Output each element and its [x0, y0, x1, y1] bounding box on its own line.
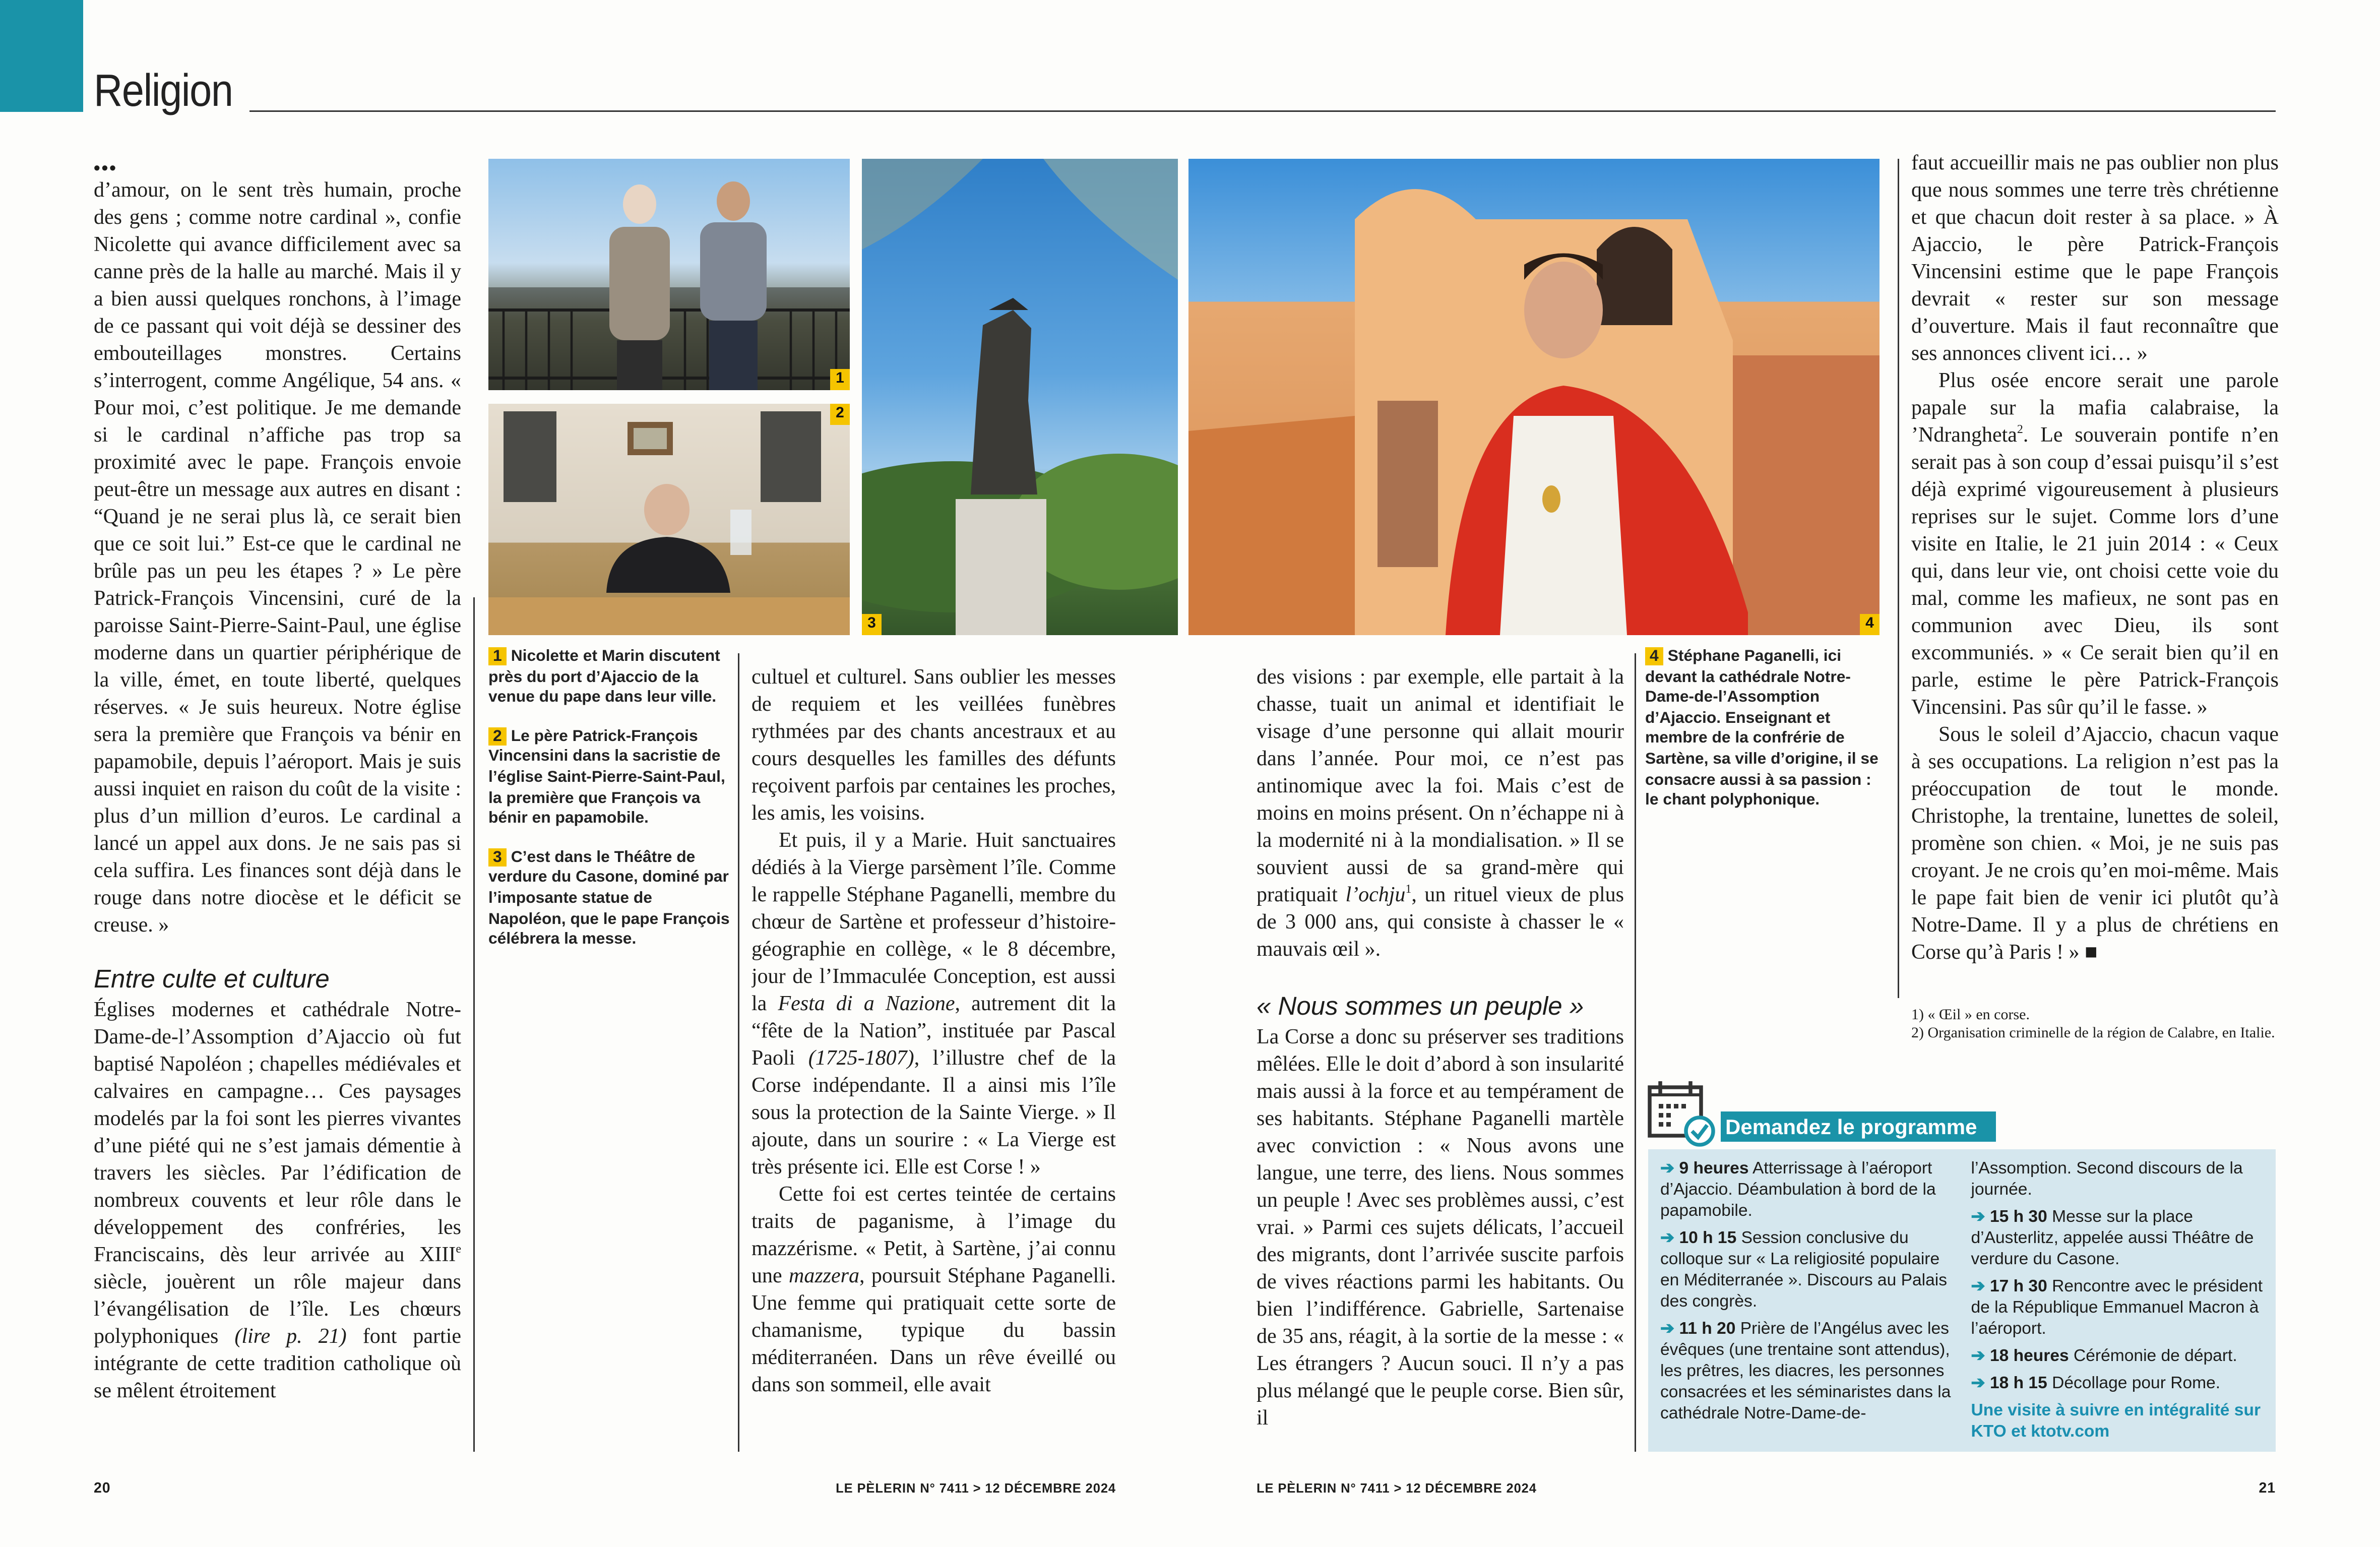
paragraph: [1911, 369, 2279, 723]
subheading: « Nous sommes un peuple »: [1257, 992, 1584, 1021]
paragraph: [751, 665, 1116, 829]
arrow-right-icon: ➔: [1971, 1208, 1990, 1226]
text-run: Sous le soleil d’Ajaccio, chacun vaque à ses occupations. La religion n’est pas la préoccupation de tout le monde. Christophe, la trentaine, lunettes de soleil, promène son chien. « Moi, je ne suis pas croyant. Je ne crois qu’en moi-même. Mais le pape fait bien de venir ici plutôt qu’à Notre-Dame. Il y a plus de chrétiens en Corse qu’à Paris ! » ■: [1911, 724, 2279, 965]
text-run: cultuel et culturel. Sans oublier les messes de requiem et les veillées funèbres rythmées par des chants ancestraux et au cours desquelles les familles des défunts reçoivent parfois par centaines les proches, les amis, les voisins.: [751, 667, 1116, 826]
paragraph: [751, 829, 1116, 1183]
arrow-right-icon: ➔: [1971, 1278, 1990, 1296]
photo-illustration: [488, 159, 850, 390]
programme-item: [1971, 1346, 2264, 1367]
text-run: Plus osée encore serait une parole papale sur la mafia calabraise, la ’Ndrangheta: [1911, 370, 2279, 448]
page-number-left: 20: [94, 1480, 111, 1497]
subheading: Entre culte et culture: [94, 965, 330, 994]
programme-time: 18 h 15: [1989, 1375, 2047, 1393]
programme-item: [1971, 1373, 2264, 1394]
column-divider: [1635, 653, 1636, 1452]
programme-time: 10 h 15: [1679, 1229, 1737, 1248]
caption-text: Stéphane Paganelli, ici devant la cathédrale Notre-Dame-de-l’Assomption d’Ajaccio. Enseignant et membre de la confrérie de Sartène, sa ville d’origine, il se consacre aussi à sa passion : le chant polyphonique.: [1645, 647, 1878, 810]
text-run: , l’illustre chef de la Corse indépendante. Il a ainsi mis l’île sous la protection de la Sainte Vierge. » Il ajoute, dans un sourire : « La Vierge est très présente ici. Elle est Corse ! »: [751, 1048, 1116, 1180]
section-title: Religion: [94, 67, 233, 116]
caption-2: [488, 727, 730, 830]
caption-3: [488, 848, 730, 951]
text-run: , autrement dit la “fête de la Nation”, instituée par Pascal Paoli: [751, 994, 1116, 1071]
photo-sacristy: [488, 404, 850, 635]
programme-text: Atterrissage à l’aéroport d’Ajaccio. Déambulation à bord de la papamobile.: [1660, 1160, 1936, 1220]
arrow-right-icon: ➔: [1971, 1347, 1990, 1366]
continuation-dots: •••: [94, 157, 117, 178]
photo-nicolette-marin: [488, 159, 850, 390]
footnote-1: 1) « Œil » en corse.: [1911, 1007, 2030, 1024]
article-column-3: [1257, 665, 1624, 1455]
paragraph: [94, 998, 461, 1406]
text-run: . Le souverain pontife n’en serait pas à son coup d’essai puisqu’il s’est déjà exprimé vigoureusement à plusieurs reprises sur le sujet. Comme lors d’une visite en Italie, le 21 juin 2014 : « Ceux qui, dans leur vie, ont choisi cette voie du mal, comme les mafieux, ne sont pas en communion avec Dieu, ils sont excommuniés. » « Ce serait bien qu’il en parle, estime le père Patrick-François Vincensini. Pas sûr qu’il le fasse. »: [1911, 425, 2279, 720]
programme-text: Messe sur la place d’Austerlitz, appelée aussi Théâtre de verdure du Casone.: [1971, 1208, 2254, 1269]
article-column-1: [94, 157, 461, 1458]
programme-time: 9 heures: [1679, 1160, 1749, 1178]
text-run: La Corse a donc su préserver ses traditions mêlées. Elle le doit d’abord à son insularité mais aussi à la force et au tempérament de ses habitants. Stéphane Paganelli martèle avec conviction : « Nous avons une langue, une terre, des liens. Nous sommes un peuple ! Avec ses problèmes aussi, c’est vrai. » Parmi ces sujets délicats, l’accueil des migrants, dont l’arrivée suscite parfois de vives réactions parmi les habitants. Ou bien l’indifférence. Gabrielle, Sartenaise de 35 ans, réagit, à la sortie de la messe : « Les étrangers ? Aucun souci. Il n’y a pas plus mélangé que le peuple corse. Bien sûr, il: [1257, 1027, 1624, 1431]
caption-number: 1: [488, 647, 507, 665]
caption-number: 4: [1645, 647, 1663, 665]
photo-stephane-paganelli: [1188, 159, 1880, 635]
text-run: Cette foi est certes teintée de certains traits de paganisme, à l’image du mazzérisme. « Petit, à Sartène, j’ai connu une: [751, 1184, 1116, 1288]
arrow-right-icon: ➔: [1971, 1375, 1990, 1393]
text-run: l’ochju: [1345, 885, 1406, 907]
photo-illustration: [862, 159, 1178, 635]
issue-info-right: LE PÈLERIN N° 7411 > 12 DÉCEMBRE 2024: [1257, 1480, 1537, 1496]
caption-text: Nicolette et Marin discutent près du port d’Ajaccio de la venue du pape dans leur ville.: [488, 647, 720, 707]
programme-box: [1648, 1149, 2276, 1452]
programme-item: [1660, 1158, 1953, 1222]
footnote-2: 2) Organisation criminelle de la région de Calabre, en Italie.: [1911, 1024, 2275, 1041]
programme-time: 18 heures: [1989, 1347, 2069, 1366]
caption-number: 3: [488, 848, 507, 866]
column-divider: [473, 597, 475, 1452]
text-run: , poursuit Stéphane Paganelli. Une femme qui pratiquait cette sorte de chamanisme, typique du bassin méditerranéen. Dans un rêve éveillé ou dans son sommeil, elle avait: [751, 1266, 1116, 1397]
text-run: Et puis, il y a Marie. Huit sanctuaires dédiés à la Vierge parsèment l’île. Comme le rappelle Stéphane Paganelli, membre du chœur de Sartène et professeur d’histoire-géographie en collège, « le 8 décembre, jour de l’Immaculée Conception, est aussi la: [751, 830, 1116, 1016]
programme-text: Session conclusive du colloque sur « La religiosité populaire en Méditerranée ». Discours au Palais des congrès.: [1660, 1229, 1948, 1311]
text-run: 1: [1405, 882, 1412, 896]
issue-info-left: LE PÈLERIN N° 7411 > 12 DÉCEMBRE 2024: [836, 1480, 1116, 1496]
programme-text: Rencontre avec le président de la République Emmanuel Macron à l’aéroport.: [1971, 1278, 2263, 1338]
photo-illustration: [488, 404, 850, 635]
programme-note: Une visite à suivre en intégralité sur KTO et ktotv.com: [1971, 1402, 2261, 1441]
text-run: font partie intégrante de cette tradition catholique où se mêlent étroitement: [94, 1326, 461, 1403]
arrow-right-icon: ➔: [1660, 1320, 1679, 1338]
text-run: (1725-1807): [808, 1048, 914, 1071]
paragraph: [94, 178, 461, 941]
programme-text: Cérémonie de départ.: [2074, 1347, 2237, 1366]
caption-number: 2: [488, 727, 507, 745]
caption-text: Le père Patrick-François Vincensini dans la sacristie de l’église Saint-Pierre-Saint-Paul, la première que François va bénir en papamobile.: [488, 727, 725, 828]
caption-1: [488, 647, 730, 709]
photo-number-badge: 1: [830, 369, 850, 390]
programme-time: 17 h 30: [1989, 1278, 2047, 1296]
caption-text: C’est dans le Théâtre de verdure du Casone, dominé par l’imposante statue de Napoléon, que le pape François célébrera la messe.: [488, 848, 730, 949]
paragraph: [751, 1183, 1116, 1400]
article-column-2: [751, 665, 1116, 1455]
text-run: siècle, jouèrent un rôle majeur dans l’évangélisation de l’île. Les chœurs polyphoniques: [94, 1272, 461, 1349]
text-run: 2: [2017, 422, 2023, 437]
photo-number-badge: 4: [1860, 614, 1880, 635]
column-divider: [738, 653, 739, 1452]
section-color-block: [0, 0, 83, 112]
programme-title: Demandez le programme: [1721, 1111, 1996, 1142]
arrow-right-icon: ➔: [1660, 1229, 1679, 1248]
photo-caption-4-wrap: [1645, 647, 1884, 830]
calendar-check-icon: [1645, 1080, 1718, 1149]
programme-item: [1660, 1228, 1953, 1313]
photo-illustration: [1188, 159, 1880, 635]
text-run: des visions : par exemple, elle partait à la chasse, tuait un animal et identifiait le visage d’une personne qui allait mourir dans l’année. Pour moi, ce n’est pas antinomique avec la foi. Mais c’est de moins en moins présent. On n’échappe ni à la modernité ni à la mondialisation. » Il se souvient aussi de sa grand-mère qui pratiquait: [1257, 667, 1624, 907]
programme-time: 11 h 20: [1679, 1320, 1736, 1338]
programme-item: [1971, 1276, 2264, 1340]
text-run: , un rituel vieux de plus de 3 000 ans, qui consiste à chasser le « mauvais œil ».: [1257, 885, 1624, 962]
text-run: e: [456, 1242, 461, 1256]
paragraph: [1257, 1025, 1624, 1434]
header-rule: [249, 110, 2276, 112]
text-run: (lire p. 21): [234, 1326, 347, 1349]
page-number-right: 21: [2259, 1480, 2276, 1497]
programme-text: Prière de l’Angélus avec les évêques (une trentaine sont attendus), les prêtres, les diacres, les personnes consacrées et les séminaristes dans la cathédrale Notre-Dame-de-l’Assomption. Second discours de la journée.: [1660, 1160, 2243, 1423]
programme-time: 15 h 30: [1989, 1208, 2047, 1226]
text-run: mazzera: [789, 1266, 860, 1288]
column-divider: [1898, 159, 1899, 998]
paragraph: [1911, 151, 2279, 369]
photo-number-badge: 3: [862, 614, 882, 635]
caption-4: [1645, 647, 1884, 812]
photo-napoleon-statue: [862, 159, 1178, 635]
paragraph: [1911, 723, 2279, 968]
programme-item: [1971, 1207, 2264, 1270]
photo-captions: [488, 647, 730, 969]
programme-text: Décollage pour Rome.: [2052, 1375, 2221, 1393]
text-run: Festa di a Nazione: [778, 994, 955, 1016]
article-column-4: [1911, 151, 2279, 1001]
text-run: Églises modernes et cathédrale Notre-Dame-de-l’Assomption d’Ajaccio où fut baptisé Napoléon ; chapelles médiévales et calvaires en campagne… Ces paysages modelés par la foi sont les pierres vivantes d’une piété qui ne s’est jamais démentie à travers les siècles. Par l’édification de nombreux couvents et leur rôle dans le développement des confréries, les Franciscains, dès leur arrivée au XIII: [94, 1000, 461, 1267]
arrow-right-icon: ➔: [1660, 1160, 1679, 1178]
text-run: d’amour, on le sent très humain, proche des gens ; comme notre cardinal », confie Nicolette qui avance difficilement avec sa canne près de la halle au marché. Mais il y a bien aussi quelques ronchons, à l’image de ce passant qui voit déjà se dessiner des embouteillages monstres. Certains s’interrogent, comme Angélique, 54 ans. « Pour moi, c’est politique. Je me demande si le cardinal n’affiche pas trop sa proximité avec le pape. François envoie peut-être un message aux autres en disant : “Quand je ne serai plus là, ce serait bien que ce soit lui.” Est-ce que le cardinal ne brûle pas un peu les étapes ? » Le père Patrick-François Vincensini, curé de la paroisse Saint-Pierre-Saint-Paul, une église moderne dans un quartier périphérique de la ville, émet, en toute liberté, quelques réserves. « Je suis heureux. Notre église sera la première que François va bénir en papamobile, depuis l’aéroport. Mais je suis aussi inquiet en raison du coût de la visite : plus d’un million d’euros. Le cardinal a lancé un appel aux dons. Je ne sais pas si cela suffira. Les finances sont déjà dans le rouge dans notre diocèse et le déficit se creuse. »: [94, 180, 461, 938]
footnotes: [1911, 1007, 2279, 1042]
text-run: faut accueillir mais ne pas oublier non plus que nous sommes une terre très chrétienne et que chacun doit rester à sa place. » À Ajaccio, le père Patrick-François Vincensini estime que le pape François devrait « rester sur son message d’ouverture. Mais il faut reconnaître que ses annonces clivent ici… »: [1911, 153, 2279, 366]
photo-number-badge: 2: [830, 404, 850, 425]
paragraph: [1257, 665, 1624, 965]
